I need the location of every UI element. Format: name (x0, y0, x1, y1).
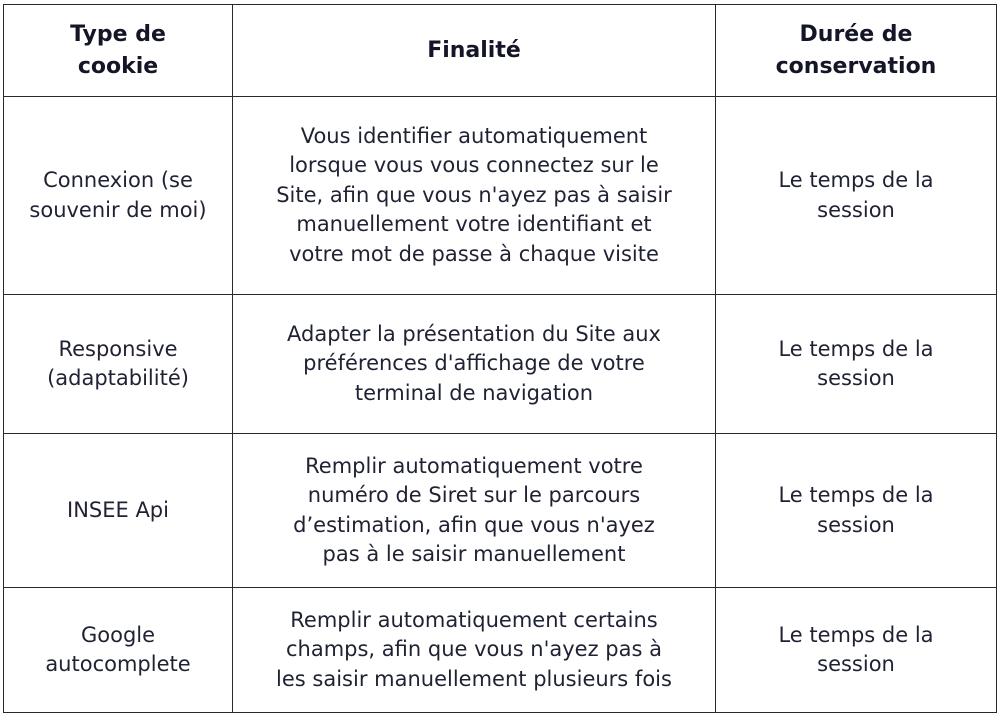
text-line: session (817, 512, 895, 537)
text-line: terminal de navigation (354, 380, 594, 405)
table-row (4, 434, 997, 588)
text-line: Le temps de la (778, 336, 934, 361)
text-line: Remplir automatiquement votre (305, 453, 643, 478)
table-header-row (4, 5, 997, 97)
cell-purpose (233, 434, 716, 588)
header-duration-line: Durée de (799, 21, 913, 47)
text-line: numéro de Siret sur le parcours (307, 483, 641, 507)
text-line: lorsque vous vous connectez sur le (289, 153, 659, 178)
cell-type (4, 434, 233, 588)
cell-duration (716, 97, 997, 295)
text-line: autocomplete (45, 652, 191, 676)
text-line: (adaptabilité) (47, 366, 189, 390)
text-line: session (817, 366, 895, 390)
text-line: Google (80, 622, 156, 647)
text-line: Adapter la présentation du Site aux (287, 321, 661, 346)
text-line: Le temps de la (778, 622, 934, 647)
header-type-line: cookie (77, 53, 159, 79)
cell-type (4, 588, 233, 713)
text-line: d’estimation, afin que vous n'ayez (293, 512, 655, 537)
text-line: Vous identifier automatiquement (300, 123, 648, 148)
text-line: Le temps de la (778, 483, 934, 507)
header-purpose-line: Finalité (427, 37, 521, 63)
header-type-line: Type de (70, 21, 166, 47)
cookie-table-container (3, 4, 997, 713)
header-purpose (233, 5, 716, 97)
text-line: Le temps de la (778, 168, 934, 192)
text-line: les saisir manuellement plusieurs fois (276, 666, 672, 691)
cell-purpose (233, 588, 716, 713)
cell-duration (716, 295, 997, 434)
cell-duration (716, 434, 997, 588)
header-duration (716, 5, 997, 97)
cell-purpose (233, 295, 716, 434)
cookie-table (3, 4, 997, 713)
text-line: session (817, 197, 895, 222)
text-line: souvenir de moi) (29, 197, 207, 222)
text-line: INSEE Api (67, 497, 169, 522)
text-line: votre mot de passe à chaque visite (289, 241, 659, 266)
table-row (4, 588, 997, 713)
text-line: Site, afin que vous n'ayez pas à saisir (276, 182, 672, 207)
cell-type (4, 295, 233, 434)
cell-type (4, 97, 233, 295)
text-line: Remplir automatiquement certains (290, 607, 658, 632)
table-row (4, 295, 997, 434)
table-row (4, 97, 997, 295)
header-type (4, 5, 233, 97)
cell-purpose (233, 97, 716, 295)
text-line: manuellement votre identifiant et (296, 212, 652, 237)
text-line: champs, afin que vous n'ayez pas à (285, 637, 662, 662)
text-line: Connexion (se (43, 168, 193, 192)
text-line: préférences d'affichage de votre (303, 351, 645, 376)
text-line: session (817, 652, 895, 676)
text-line: pas à le saisir manuellement (322, 542, 626, 566)
header-duration-line: conservation (775, 53, 937, 79)
cell-duration (716, 588, 997, 713)
text-line: Responsive (58, 336, 178, 361)
